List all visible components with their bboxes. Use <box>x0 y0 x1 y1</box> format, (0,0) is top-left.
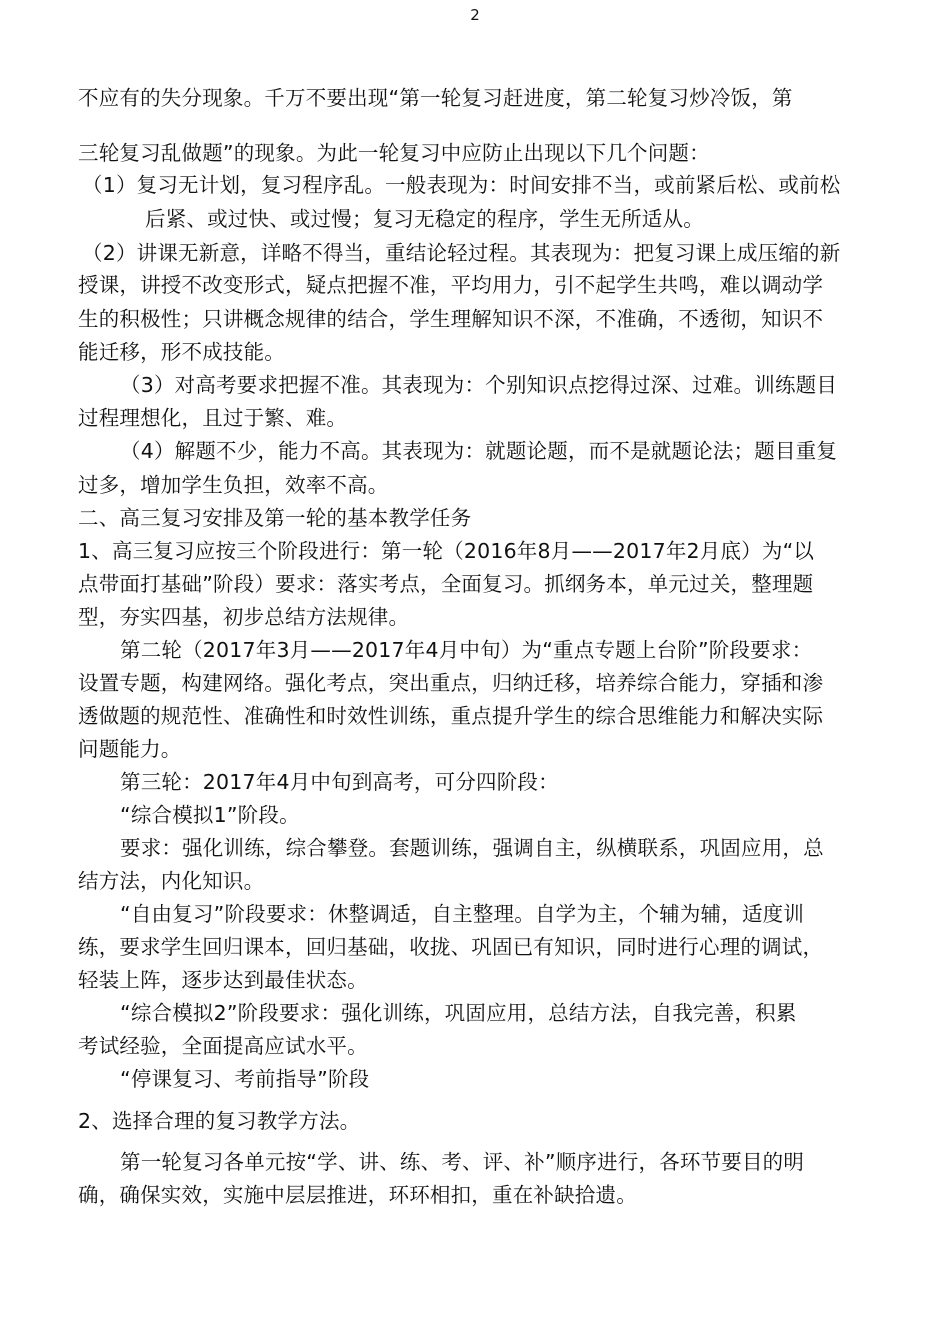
text-line-6: 授课，讲授不改变形式，疑点把握不准，平均用力，引不起学生共鸣，难以调动学 <box>78 273 824 297</box>
text-line-24: 结方法，内化知识。 <box>78 869 265 893</box>
text-line-28: “综合模拟2”阶段要求：强化训练，巩固应用，总结方法，自我完善，积累 <box>120 1001 797 1025</box>
text-line-33: 确，确保实效，实施中层层推进，环环相扣，重在补缺拾遗。 <box>78 1183 637 1207</box>
text-line-31: 2、选择合理的复习教学方法。 <box>78 1109 361 1133</box>
text-line-4: 后紧、或过快、或过慢；复习无稳定的程序，学生无所适从。 <box>145 207 704 231</box>
text-line-3: （1）复习无计划，复习程序乱。一般表现为：时间安排不当，或前紧后松、或前松 <box>82 173 841 197</box>
text-line-19: 透做题的规范性、准确性和时效性训练，重点提升学生的综合思维能力和解决实际 <box>78 704 824 728</box>
text-line-21: 第三轮：2017年4月中旬到高考，可分四阶段： <box>120 770 559 794</box>
text-line-9: （3）对高考要求把握不准。其表现为：个别知识点挖得过深、过难。训练题目 <box>120 373 838 397</box>
text-line-25: “自由复习”阶段要求：休整调适，自主整理。自学为主，个辅为辅，适度训 <box>120 902 805 926</box>
text-line-11: （4）解题不少，能力不高。其表现为：就题论题，而不是就题论法；题目重复 <box>120 439 838 463</box>
text-line-29: 考试经验，全面提高应试水平。 <box>78 1034 368 1058</box>
text-line-5: （2）讲课无新意，详略不得当，重结论轻过程。其表现为：把复习课上成压缩的新 <box>82 241 841 265</box>
text-line-10: 过程理想化，且过于繁、难。 <box>78 406 348 430</box>
text-line-15: 点带面打基础”阶段）要求：落实考点，全面复习。抓纲务本，单元过关，整理题 <box>78 572 814 596</box>
text-line-26: 练，要求学生回归课本，回归基础，收拢、巩固已有知识，同时进行心理的调试， <box>78 935 824 959</box>
text-line-7: 生的积极性；只讲概念规律的结合，学生理解知识不深，不准确，不透彻，知识不 <box>78 307 824 331</box>
text-line-14: 1、高三复习应按三个阶段进行：第一轮（2016年8月——2017年2月底）为“以 <box>78 539 815 563</box>
text-line-17: 第二轮（2017年3月——2017年4月中旬）为“重点专题上台阶”阶段要求： <box>120 638 813 662</box>
text-line-23: 要求：强化训练，综合攀登。套题训练，强调自主，纵横联系，巩固应用，总 <box>120 836 824 860</box>
text-line-32: 第一轮复习各单元按“学、讲、练、考、评、补”顺序进行，各环节要目的明 <box>120 1150 805 1174</box>
text-line-12: 过多，增加学生负担，效率不高。 <box>78 473 389 497</box>
text-line-18: 设置专题，构建网络。强化考点，突出重点，归纳迁移，培养综合能力，穿插和渗 <box>78 671 824 695</box>
text-line-30: “停课复习、考前指导”阶段 <box>120 1067 370 1091</box>
text-line-20: 问题能力。 <box>78 737 182 761</box>
text-line-8: 能迁移，形不成技能。 <box>78 340 285 364</box>
section-heading: 二、高三复习安排及第一轮的基本教学任务 <box>78 506 472 530</box>
text-line-2: 三轮复习乱做题”的现象。为此一轮复习中应防止出现以下几个问题： <box>78 141 710 165</box>
page-number: 2 <box>470 6 480 24</box>
text-line-16: 型，夯实四基，初步总结方法规律。 <box>78 605 410 629</box>
text-line-27: 轻装上阵，逐步达到最佳状态。 <box>78 968 368 992</box>
text-line-22: “综合模拟1”阶段。 <box>120 803 300 827</box>
text-line-1: 不应有的失分现象。千万不要出现“第一轮复习赶进度，第二轮复习炒冷饭，第 <box>78 86 793 110</box>
